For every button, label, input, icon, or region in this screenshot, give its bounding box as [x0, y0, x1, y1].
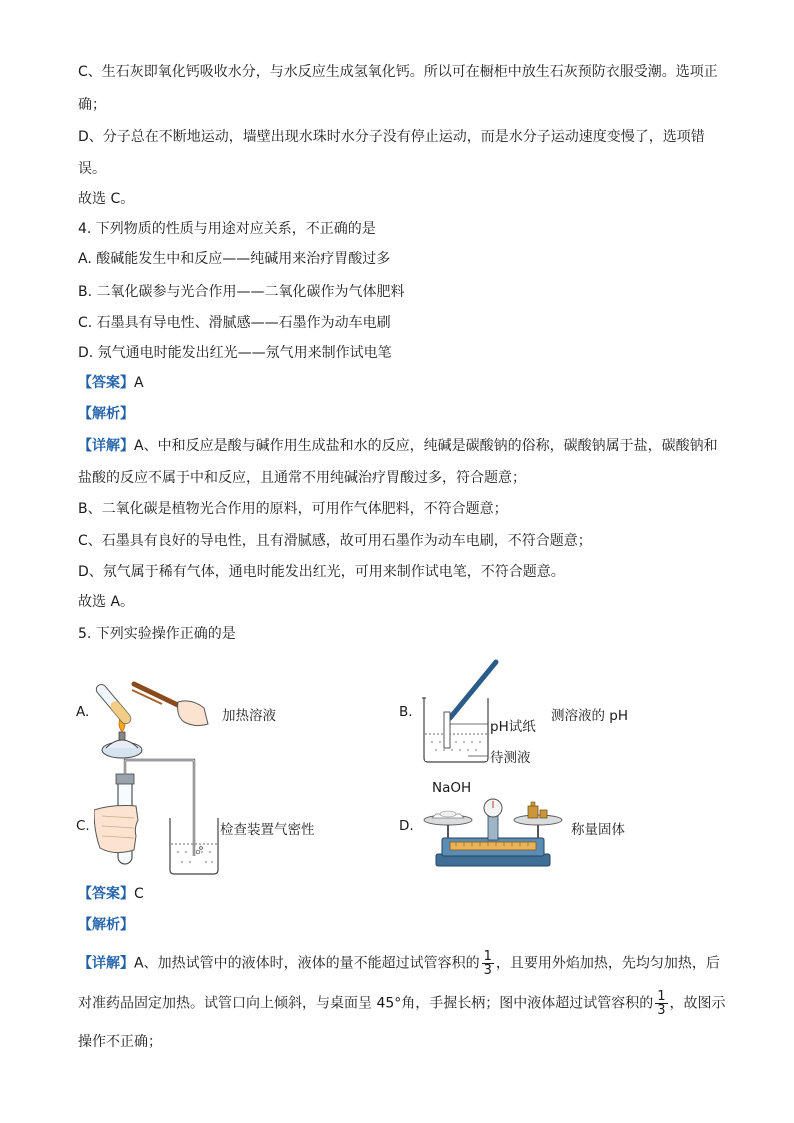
explanation-4-line: D、氖气属于稀有气体，通电时能发出红光，可用来制作试电笔，不符合题意。 [78, 564, 565, 580]
analysis-tag: 【解析】 [78, 917, 134, 933]
question-4-stem: 4. 下列物质的性质与用途对应关系，不正确的是 [78, 221, 376, 237]
option-a-caption: 加热溶液 [222, 708, 276, 724]
answer-tag: 【答案】 [78, 886, 134, 902]
option-c-letter: C. [76, 818, 90, 834]
option-a-letter: A. [76, 704, 90, 720]
fraction-denominator: 3 [657, 1003, 666, 1018]
answer-value: C [134, 886, 144, 902]
explanation-4-line: B、二氧化碳是植物光合作用的原料，可用作气体肥料，不符合题意； [78, 501, 508, 517]
answer-4 [78, 373, 144, 393]
text-line: 误。 [78, 161, 106, 177]
fraction-one-third [655, 990, 667, 1017]
fraction-one-third [482, 950, 494, 977]
option-c-caption: 检查装置气密性 [220, 822, 315, 838]
text-line: 确； [78, 97, 106, 113]
test-liquid-label: 待测液 [490, 750, 531, 766]
balance-scale-illustration [420, 796, 566, 870]
text-line: C、生石灰即氧化钙吸收水分，与水反应生成氢氧化钙。所以可在橱柜中放生石灰预防衣服受潮。选项正 [78, 64, 718, 80]
explanation-4-line [78, 436, 718, 456]
text-line: 故选 C。 [78, 191, 135, 207]
explanation-5-line [78, 990, 726, 1017]
explanation-text: ，故图示 [669, 995, 726, 1012]
explanation-text: A、中和反应是酸与碱作用生成盐和水的反应，纯碱是碳酸钠的俗称，碳酸钠属于盐，碳酸钠和 [134, 438, 718, 454]
option-d-letter: D. [399, 818, 414, 834]
question-5-stem: 5. 下列实验操作正确的是 [78, 626, 236, 642]
fraction-numerator: 1 [657, 989, 666, 1004]
explanation-text: ，且要用外焰加热，先均匀加热，后 [495, 955, 720, 972]
text-line: D、分子总在不断地运动，墙壁出现水珠时水分子没有停止运动，而是水分子运动速度变慢了，选项错 [78, 129, 705, 145]
question-4-option-b: B. 二氧化碳参与光合作用——二氧化碳作为气体肥料 [78, 284, 405, 300]
explanation-5-line: 操作不正确； [78, 1034, 162, 1050]
explanation-4-line: 故选 A。 [78, 594, 135, 610]
answer-value: A [134, 375, 144, 391]
fraction-denominator: 3 [483, 963, 492, 978]
explanation-text: A、加热试管中的液体时，液体的量不能超过试管容积的 [134, 955, 480, 972]
explanation-tag: 【详解】 [78, 955, 134, 972]
answer-5 [78, 884, 144, 904]
analysis-tag: 【解析】 [78, 406, 134, 422]
answer-tag: 【答案】 [78, 375, 134, 391]
explanation-tag: 【详解】 [78, 438, 134, 454]
explanation-4-line: 盐酸的反应不属于中和反应，且通常不用纯碱治疗胃酸过多，符合题意； [78, 470, 526, 486]
option-d-caption: 称量固体 [571, 822, 625, 838]
fraction-numerator: 1 [483, 949, 492, 964]
question-4-option-d: D. 氖气通电时能发出红光——氖气用来制作试电笔 [78, 345, 392, 361]
question-4-option-c: C. 石墨具有导电性、滑腻感——石墨作为动车电刷 [78, 315, 391, 331]
ph-paper-label: pH试纸 [490, 719, 536, 735]
question-4-option-a: A. 酸碱能发生中和反应——纯碱用来治疗胃酸过多 [78, 251, 391, 267]
explanation-text: 对准药品固定加热。试管口向上倾斜，与桌面呈 45°角，手握长柄；图中液体超过试管容积的 [78, 995, 654, 1012]
airtightness-check-illustration [94, 752, 224, 876]
option-b-letter: B. [399, 704, 413, 720]
naoh-label: NaOH [432, 780, 472, 796]
explanation-4-line: C、石墨具有良好的导电性，且有滑腻感，故可用石墨作为动车电刷，不符合题意； [78, 533, 592, 549]
explanation-5-line [78, 950, 720, 977]
option-b-caption: 测溶液的 pH [551, 708, 629, 724]
heating-test-tube-illustration [92, 662, 212, 762]
